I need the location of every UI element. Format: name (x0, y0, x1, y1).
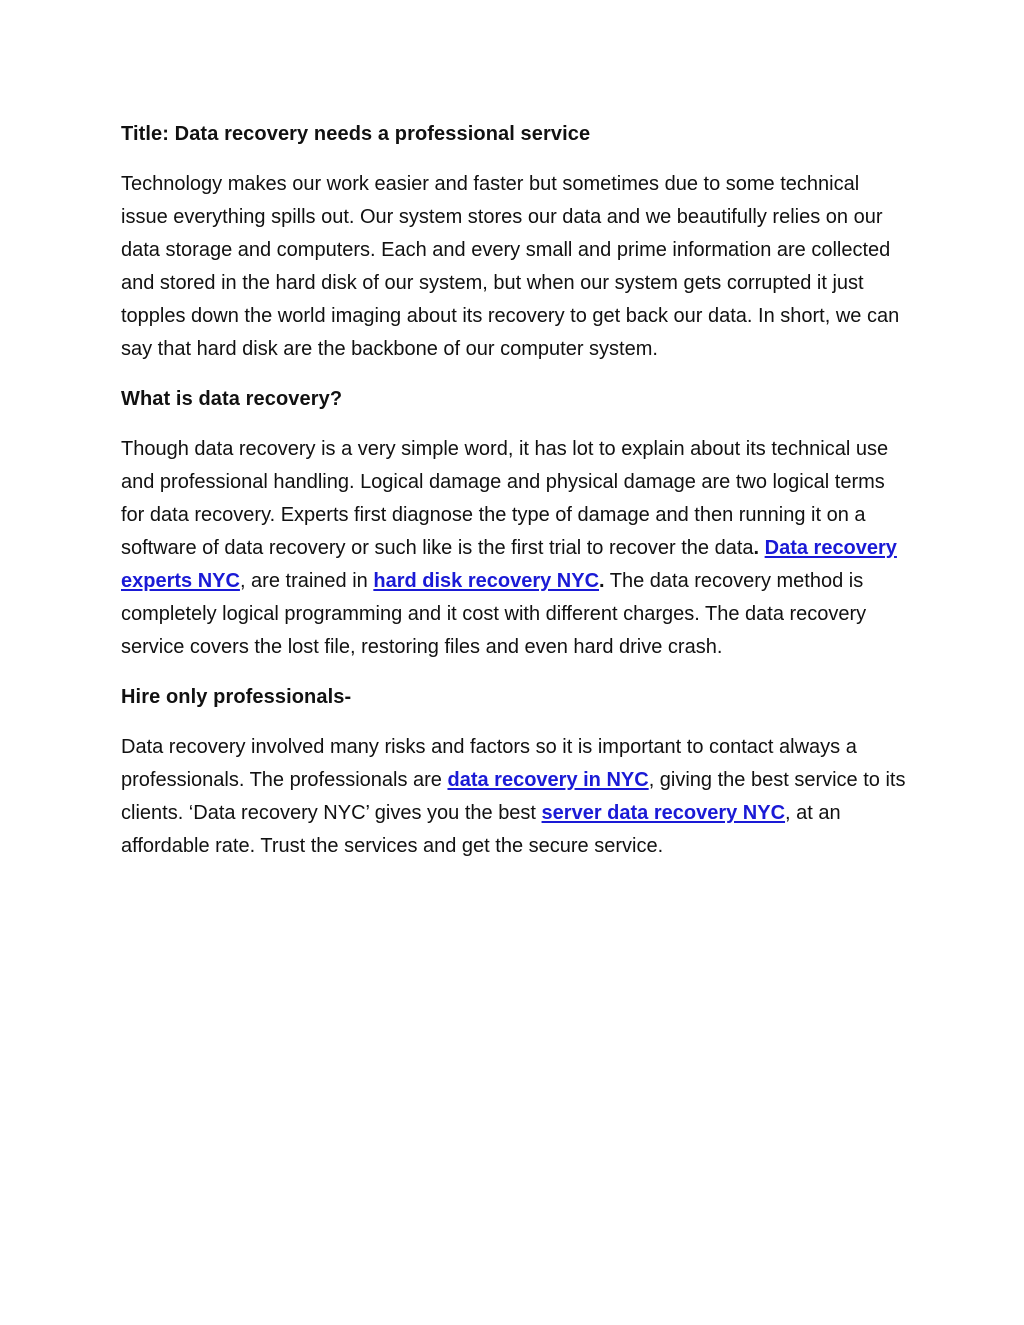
section1-period-b: . (599, 570, 605, 592)
spacer (121, 714, 911, 731)
section1-text-b: , are trained in (239, 570, 374, 592)
section1-text-a: Though data recovery is a very simple word, it has lot to explain about its technical use and professional handling. Logical damage and physical damage are two logical terms for data recovery. Experts first diagnose the type of damage and then running it on a software of data recovery or such like is the first trial to recover the data (121, 438, 889, 559)
document-page (121, 118, 911, 863)
section2-text-b: , giving the best service to its clients. ‘Data recovery NYC’ gives you the best (121, 769, 906, 824)
section1-text-c: The data recovery method is completely logical programming and it cost with different charges. The data recovery service covers the lost file, restoring files and even hard drive crash. (121, 570, 867, 658)
spacer (121, 366, 911, 383)
section-heading-hire-professionals: Hire only professionals- (121, 686, 352, 708)
section2-paragraph (121, 731, 911, 863)
section2-text-a: Data recovery involved many risks and factors so it is important to contact always a professionals. The professionals are (121, 736, 857, 791)
intro-paragraph: Technology makes our work easier and faster but sometimes due to some technical issue everything spills out. Our system stores our data and we beautifully relies on our data storage and computers. Each and every small and prime information are collected and stored in the hard disk of our system, but when our system gets corrupted it just topples down the world imaging about its recovery to get back our data. In short, we can say that hard disk are the backbone of our computer system. (121, 173, 900, 360)
spacer (121, 416, 911, 433)
section1-period-a: . (753, 537, 760, 559)
spacer (121, 664, 911, 681)
section-heading-data-recovery: What is data recovery? (121, 388, 343, 410)
section2-text-c: , at an affordable rate. Trust the services and get the secure service. (121, 802, 841, 857)
link-data-recovery-in-nyc[interactable]: data recovery in NYC (447, 769, 649, 791)
link-data-recovery-experts-nyc[interactable]: Data recovery experts NYC (121, 537, 897, 592)
link-server-data-recovery-nyc[interactable]: server data recovery NYC (541, 802, 786, 824)
link-hard-disk-recovery-nyc[interactable]: hard disk recovery NYC (373, 570, 600, 592)
spacer (121, 151, 911, 168)
section1-paragraph (121, 433, 911, 664)
document-title: Title: Data recovery needs a professional service (121, 123, 591, 145)
